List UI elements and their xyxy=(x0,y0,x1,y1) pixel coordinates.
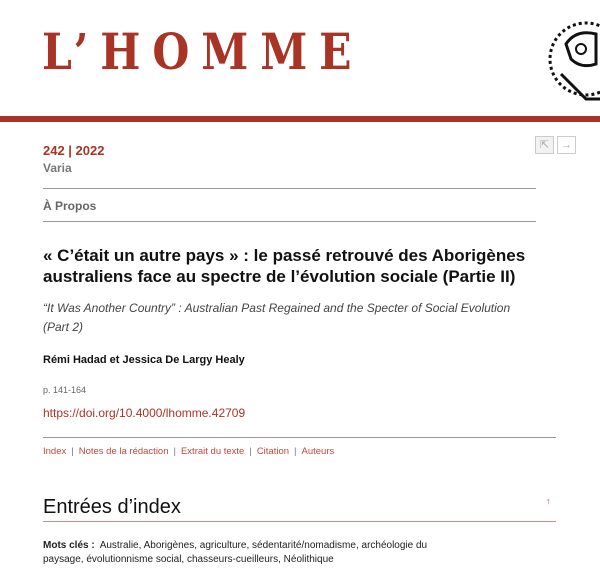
header-bar xyxy=(0,116,600,122)
link-extrait[interactable]: Extrait du texte xyxy=(180,446,245,457)
link-auteurs[interactable]: Auteurs xyxy=(301,446,335,457)
issue-section: Varia xyxy=(43,161,72,175)
issue-number[interactable]: 242 | 2022 xyxy=(43,143,105,158)
divider xyxy=(43,221,536,222)
emblem-logo xyxy=(546,4,600,116)
journal-logo[interactable]: L’HOMME xyxy=(42,22,364,81)
article-subtitle: “It Was Another Country” : Australian Past Regained and the Specter of Social Evolution (Part 2) xyxy=(43,301,511,334)
rubric: À Propos xyxy=(43,199,97,213)
keywords-list[interactable]: Australie, Aborigènes, agriculture, sédentarité/nomadisme, archéologie du paysage, évolutionnisme social, chasseurs-cueilleurs, Néolithique xyxy=(43,540,428,565)
keywords-label: Mots clés : xyxy=(43,540,95,551)
divider xyxy=(43,437,556,438)
article-authors[interactable]: Rémi Hadad et Jessica De Largy Healy xyxy=(43,354,245,366)
index-heading: Entrées d’index xyxy=(43,496,181,518)
heading-underline xyxy=(43,521,556,522)
divider xyxy=(43,188,536,189)
section-links: Index | Notes de la rédaction | Extrait du texte | Citation | Auteurs xyxy=(43,446,335,457)
up-button[interactable]: ⇱ xyxy=(535,136,554,154)
article-title: « C’était un autre pays » : le passé retrouvé des Aborigènes australiens face au spectre de l’évolution sociale (Partie II) xyxy=(43,246,526,286)
keywords xyxy=(43,539,463,567)
doi-link[interactable]: https://doi.org/10.4000/lhomme.42709 xyxy=(43,406,246,420)
next-button[interactable]: → xyxy=(557,136,576,154)
link-citation[interactable]: Citation xyxy=(256,446,290,457)
article-pages: p. 141-164 xyxy=(43,385,87,395)
back-to-top-icon[interactable]: ↑ xyxy=(546,496,551,506)
link-index[interactable]: Index xyxy=(43,446,67,457)
link-notes[interactable]: Notes de la rédaction xyxy=(78,446,169,457)
